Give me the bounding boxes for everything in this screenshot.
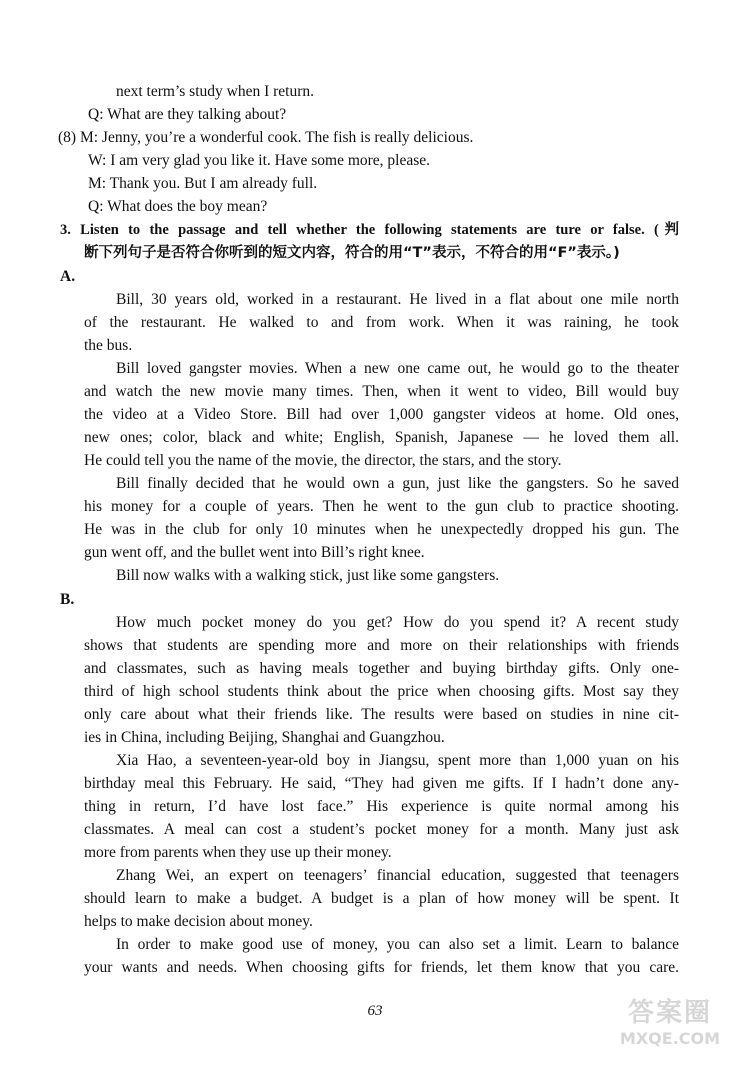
text-line: ies in China, including Beijing, Shanghai and Guangzhou.	[84, 729, 445, 746]
text-line: the bus.	[84, 337, 133, 354]
text-line: of the restaurant. He walked to and from work. When it was raining, he took	[84, 314, 679, 331]
watermark-cn: 答案圈	[627, 998, 712, 1028]
text-line: should learn to make a budget. A budget is a plan of how money will be spent. It	[84, 890, 679, 907]
watermark-en: MXQE.COM	[619, 1029, 721, 1048]
text-line: Bill loved gangster movies. When a new one came out, he would go to the theater	[116, 360, 679, 377]
section-heading-cn: 断下列句子是否符合你听到的短文内容，符合的用“T”表示，不符合的用“F”表示。)	[84, 245, 620, 261]
text-line: Xia Hao, a seventeen-year-old boy in Jiangsu, spent more than 1,000 yuan on his	[116, 752, 679, 769]
part-label-b: B.	[60, 591, 75, 608]
text-line: the video at a Video Store. Bill had over 1,000 gangster videos at home. Old ones,	[84, 406, 679, 423]
text-line: your wants and needs. When choosing gifts for friends, let them know that you care.	[84, 959, 679, 976]
text-line: helps to make decision about money.	[84, 913, 313, 930]
text-line: (8) M: Jenny, you’re a wonderful cook. The fish is really delicious.	[58, 129, 474, 146]
text-line: and watch the new movie many times. Then, when it went to video, Bill would buy	[84, 383, 679, 400]
text-line: only care about what their friends like. The results were based on studies in nine cit-	[84, 706, 679, 723]
text-line: and classmates, such as having meals together and buying birthday gifts. Only one-	[84, 660, 679, 677]
text-line: M: Thank you. But I am already full.	[88, 175, 318, 192]
text-line: third of high school students think about the price when choosing gifts. Most say they	[84, 683, 679, 700]
text-line: gun went off, and the bullet went into Bill’s right knee.	[84, 544, 425, 561]
text-line: He could tell you the name of the movie, the director, the stars, and the story.	[84, 452, 562, 469]
section-heading: 3. Listen to the passage and tell whether the following statements are ture or false. (判	[60, 222, 679, 238]
text-line: more from parents when they use up their money.	[84, 844, 392, 861]
part-label-a: A.	[60, 268, 76, 285]
text-line: Bill now walks with a walking stick, just like some gangsters.	[116, 567, 500, 584]
text-line: Q: What does the boy mean?	[88, 198, 268, 215]
text-line: thing in return, I’d have lost face.” His experience is quite normal among his	[84, 798, 679, 815]
text-line: He was in the club for only 10 minutes when he unexpectedly dropped his gun. The	[84, 521, 679, 538]
text-line: birthday meal this February. He said, “They had given me gifts. If I hadn’t done any-	[84, 775, 679, 792]
text-line: next term’s study when I return.	[116, 83, 315, 100]
text-line: How much pocket money do you get? How do you spend it? A recent study	[116, 614, 679, 631]
page-number: 63	[367, 1003, 383, 1019]
text-line: Zhang Wei, an expert on teenagers’ financial education, suggested that teenagers	[116, 867, 679, 884]
watermark-logo	[600, 997, 740, 1057]
text-line: his money for a couple of years. Then he went to the gun club to practice shooting.	[84, 498, 679, 515]
text-line: Q: What are they talking about?	[88, 106, 287, 123]
text-line: Bill finally decided that he would own a gun, just like the gangsters. So he saved	[116, 475, 679, 492]
text-line: W: I am very glad you like it. Have some more, please.	[88, 152, 431, 169]
text-line: In order to make good use of money, you can also set a limit. Learn to balance	[116, 936, 679, 953]
text-line: shows that students are spending more and more on their relationships with friends	[84, 637, 679, 654]
text-line: Bill, 30 years old, worked in a restaurant. He lived in a flat about one mile north	[116, 291, 679, 308]
text-line: new ones; color, black and white; English, Spanish, Japanese — he loved them all.	[84, 429, 679, 446]
text-line: classmates. A meal can cost a student’s pocket money for a month. Many just ask	[84, 821, 679, 838]
